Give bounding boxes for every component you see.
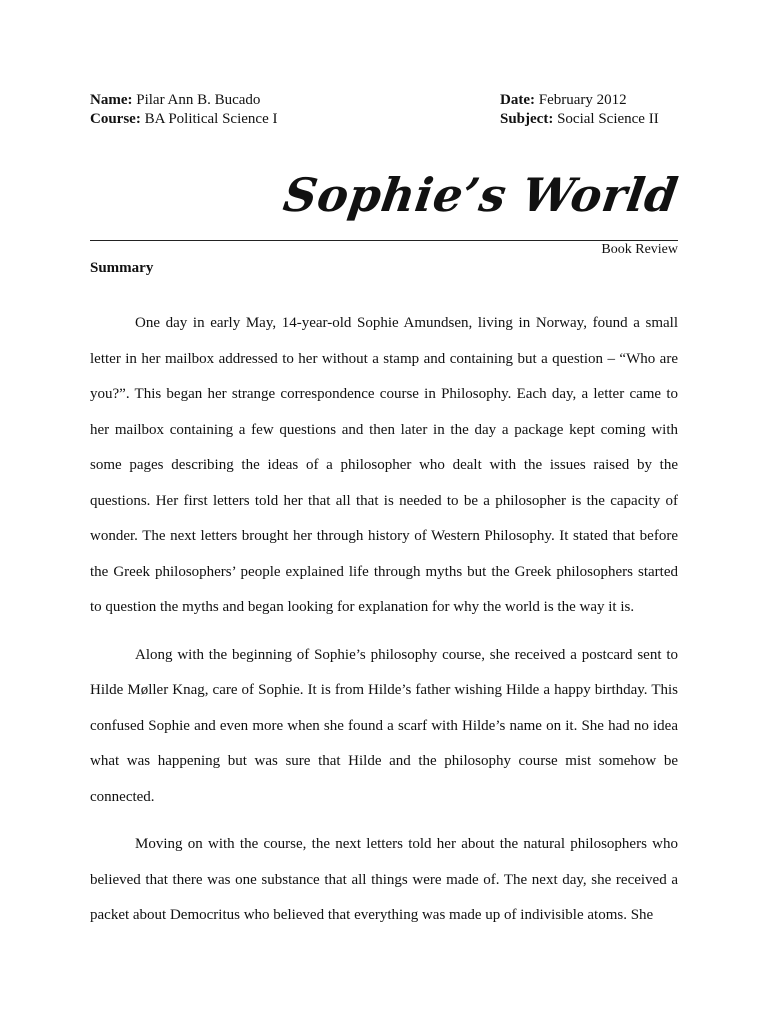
assignment-info [500,91,659,129]
course-line [90,110,277,129]
date-line [500,91,659,110]
course-label: Course: [90,111,141,127]
name-value: Pilar Ann B. Bucado [132,92,261,108]
subject-line [500,110,659,129]
date-label: Date: [500,92,535,108]
section-heading: Summary [90,260,154,276]
paragraph: Along with the beginning of Sophie’s philosophy course, she received a postcard sent to Hilde Møller Knag, care of Sophie. It is from Hilde’s father wishing Hilde a happy birthday. This confused Sophie and even more when she found a scarf with Hilde’s name on it. She had no idea what was happening but was sure that Hilde and the philosophy course mist somehow be connected. [90,646,678,805]
body-text [90,306,678,946]
document-type-label: Book Review [601,242,678,257]
title-divider [90,240,678,241]
subject-label: Subject: [500,111,554,127]
name-label: Name: [90,92,133,108]
course-value: BA Political Science I [140,111,278,127]
paragraph: One day in early May, 14-year-old Sophie Amundsen, living in Norway, found a small letter in her mailbox addressed to her without a stamp and containing but a question – “Who are you?”. This began her strange correspondence course in Philosophy. Each day, a letter came to her mailbox containing a few questions and then later in the day a package kept coming with some pages describing the ideas of a philosopher who dealt with the issues raised by the questions. Her first letters told her that all that is needed to be a philosopher is the capacity of wonder. The next letters brought her through history of Western Philosophy. It stated that before the Greek philosophers’ people explained life through myths but the Greek philosophers started to question the myths and began looking for explanation for why the world is the way it is. [90,315,678,615]
subject-value: Social Science II [553,111,659,127]
date-value: February 2012 [534,92,627,108]
name-line [90,91,277,110]
student-info [90,91,277,129]
paragraph: Moving on with the course, the next letters told her about the natural philosophers who believed that there was one substance that all things were made of. The next day, she received a packet about Democritus who believed that everything was made up of indivisible atoms. She [90,836,678,923]
document-title: Sophie’s World [280,168,682,222]
